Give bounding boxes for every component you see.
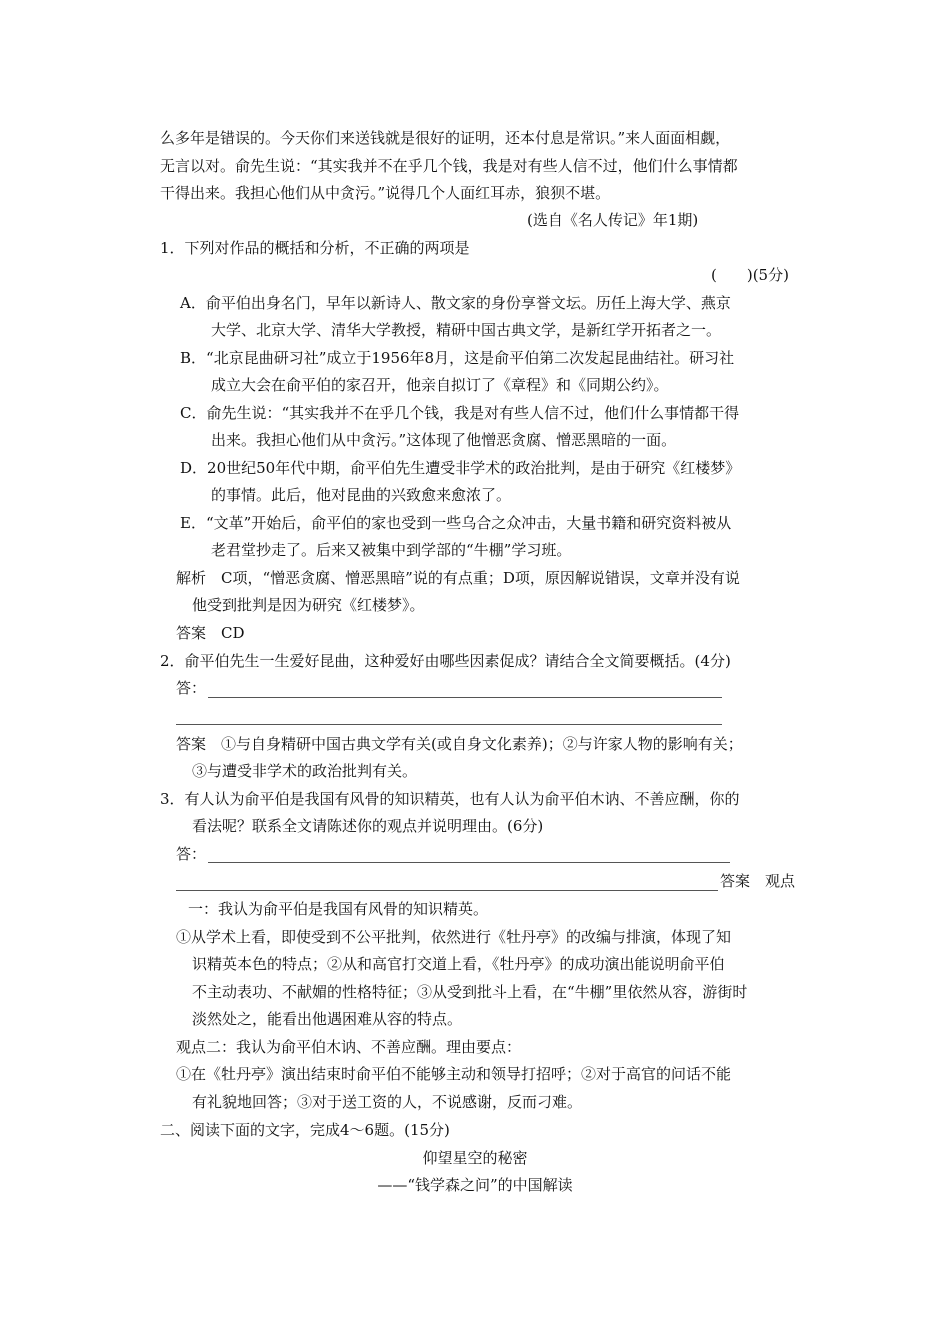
answer-blank-line (208, 697, 722, 698)
option-d-line: 的事情。此后，他对昆曲的兴致愈来愈浓了。 (211, 486, 512, 504)
passage-source: (选自《名人传记》年1期) (527, 211, 699, 229)
passage-line: 干得出来。我担心他们从中贪污。”说得几个人面红耳赤，狼狈不堪。 (160, 184, 611, 202)
question-3-answer-prefix: 答： (176, 845, 207, 863)
article-title: 仰望星空的秘密 (422, 1149, 528, 1167)
view-1-line: 淡然处之，能看出他遇困难从容的特点。 (192, 1010, 463, 1028)
answer-blank-line (208, 862, 730, 863)
passage-line: 么多年是错误的。今天你们来送钱就是很好的证明，还本付息是常识。”来人面面相觑， (160, 129, 731, 147)
view-2-line: ①在《牡丹亭》演出结束时俞平伯不能够主动和领导打招呼；②对于高官的问话不能 (176, 1065, 732, 1083)
question-1-analysis: 解析 C项，“憎恶贪腐、憎恶黑暗”说的有点重；D项，原因解说错误，文章并没有说 (176, 569, 740, 587)
question-1-stem: 1．下列对作品的概括和分析，不正确的两项是 (160, 239, 470, 257)
option-c-line: 出来。我担心他们从中贪污。”这体现了他憎恶贪腐、憎恶黑暗的一面。 (211, 431, 677, 449)
section-2-heading: 二、阅读下面的文字，完成4～6题。(15分) (160, 1121, 450, 1139)
question-1-answer: 答案 CD (176, 624, 245, 642)
view-1-line: ①从学术上看，即使受到不公平批判，依然进行《牡丹亭》的改编与排演，体现了知 (176, 928, 732, 946)
article-subtitle: ——“钱学森之问”的中国解读 (377, 1176, 573, 1194)
option-a-line: A．俞平伯出身名门，早年以新诗人、散文家的身份享誉文坛。历任上海大学、燕京 (180, 294, 731, 312)
question-1-analysis: 他受到批判是因为研究《红楼梦》。 (192, 596, 425, 614)
passage-line: 无言以对。俞先生说：“其实我并不在乎几个钱，我是对有些人信不过，他们什么事情都 (160, 157, 738, 175)
option-a-line: 大学、北京大学、清华大学教授，精研中国古典文学，是新红学开拓者之一。 (211, 321, 722, 339)
question-2-stem: 2．俞平伯先生一生爱好昆曲，这种爱好由哪些因素促成？请结合全文简要概括。(4分) (160, 652, 731, 670)
question-2-answer: ③与遭受非学术的政治批判有关。 (192, 762, 418, 780)
option-e-line: E．“文革”开始后，俞平伯的家也受到一些乌合之众冲击，大量书籍和研究资料被从 (180, 514, 732, 532)
answer-blank-line (176, 724, 722, 725)
view-2-line: 有礼貌地回答；③对于送工资的人，不说感谢，反而刁难。 (192, 1093, 583, 1111)
question-3-stem: 3．有人认为俞平伯是我国有风骨的知识精英，也有人认为俞平伯木讷、不善应酬，你的 (160, 790, 740, 808)
question-2-answer-prefix: 答： (176, 679, 207, 697)
question-1-score: ( )(5分) (711, 266, 789, 284)
option-e-line: 老君堂抄走了。后来又被集中到学部的“牛棚”学习班。 (211, 541, 572, 559)
view-1-title: 一：我认为俞平伯是我国有风骨的知识精英。 (188, 900, 489, 918)
view-1-line: 不主动表功、不献媚的性格特征；③从受到批斗上看，在“牛棚”里依然从容，游街时 (192, 983, 748, 1001)
answer-blank-line (176, 890, 718, 891)
option-d-line: D．20世纪50年代中期，俞平伯先生遭受非学术的政治批判，是由于研究《红楼梦》 (180, 459, 741, 477)
question-2-answer: 答案 ①与自身精研中国古典文学有关(或自身文化素养)；②与许家人物的影响有关； (176, 735, 743, 753)
option-b-line: B．“北京昆曲研习社”成立于1956年8月，这是俞平伯第二次发起昆曲结社。研习社 (180, 349, 735, 367)
view-2-title: 观点二：我认为俞平伯木讷、不善应酬。理由要点： (176, 1038, 522, 1056)
option-b-line: 成立大会在俞平伯的家召开，他亲自拟订了《章程》和《同期公约》。 (211, 376, 669, 394)
option-c-line: C．俞先生说：“其实我并不在乎几个钱，我是对有些人信不过，他们什么事情都干得 (180, 404, 740, 422)
view-1-line: 识精英本色的特点；②从和高官打交道上看，《牡丹亭》的成功演出能说明俞平伯 (192, 955, 725, 973)
question-3-stem: 看法呢？联系全文请陈述你的观点并说明理由。(6分) (192, 817, 544, 835)
question-3-answer-label: 答案 观点 (720, 872, 796, 890)
